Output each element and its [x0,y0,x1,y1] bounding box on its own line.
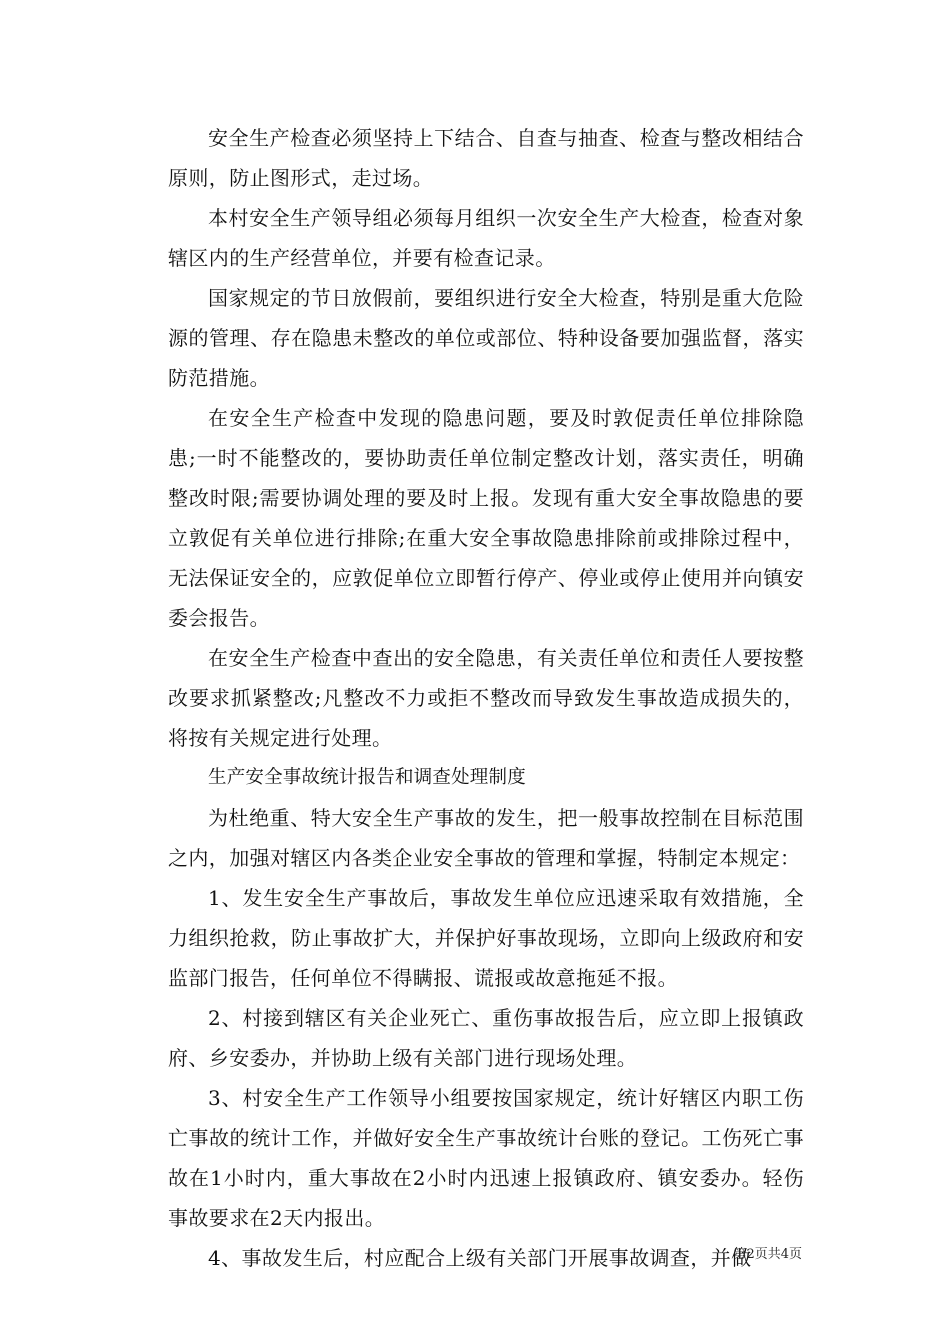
section-heading: 生产安全事故统计报告和调查处理制度 [208,767,526,788]
paragraph-purpose: 为杜绝重、特大安全生产事故的发生，把一般事故控制在目标范围之内，加强对辖区内各类企业安全事故的管理和掌握，特制定本规定： [168,806,804,870]
paragraph-monthly-inspection: 本村安全生产领导组必须每月组织一次安全生产大检查，检查对象辖区内的生产经营单位，并要有检查记录。 [168,206,804,270]
paragraph-hazard-handling: 在安全生产检查中发现的隐患问题，要及时敦促责任单位排除隐患;一时不能整改的，要协助责任单位制定整改计划，落实责任，明确整改时限;需要协调处理的要及时上报。发现有重大安全事故隐患的要立敦促有关单位进行排除;在重大安全事故隐患排除前或排除过程中，无法保证安全的，应敦促单位立即暂行停产、停业或停止使用并向镇安委会报告。 [168,406,804,630]
paragraph-item-2: 2、村接到辖区有关企业死亡、重伤事故报告后，应立即上报镇政府、乡安委办，并协助上级有关部门进行现场处理。 [168,1006,804,1070]
paragraph-inspection-principle: 安全生产检查必须坚持上下结合、自查与抽查、检查与整改相结合原则，防止图形式，走过场。 [168,126,804,190]
paragraph-item-3: 3、村安全生产工作领导小组要按国家规定，统计好辖区内职工伤亡事故的统计工作，并做好安全生产事故统计台账的登记。工伤死亡事故在1小时内，重大事故在2小时内迅速上报镇政府、镇安委办。轻伤事故要求在2天内报出。 [168,1086,804,1230]
paragraph-rectification: 在安全生产检查中查出的安全隐患，有关责任单位和责任人要按整改要求抓紧整改;凡整改不力或拒不整改而导致发生事故造成损失的，将按有关规定进行处理。 [168,646,804,750]
paragraph-item-1: 1、发生安全生产事故后，事故发生单位应迅速采取有效措施，全力组织抢救，防止事故扩大，并保护好事故现场，立即向上级政府和安监部门报告，任何单位不得瞒报、谎报或故意拖延不报。 [168,886,804,990]
paragraph-item-4: 4、事故发生后，村应配合上级有关部门开展事故调查，并做 [208,1246,752,1270]
document-body [168,118,804,1278]
paragraph-holiday-inspection: 国家规定的节日放假前，要组织进行安全大检查，特别是重大危险源的管理、存在隐患未整改的单位或部位、特种设备要加强监督，落实防范措施。 [168,286,804,390]
page-number: 第2页共4页 [733,1247,802,1262]
